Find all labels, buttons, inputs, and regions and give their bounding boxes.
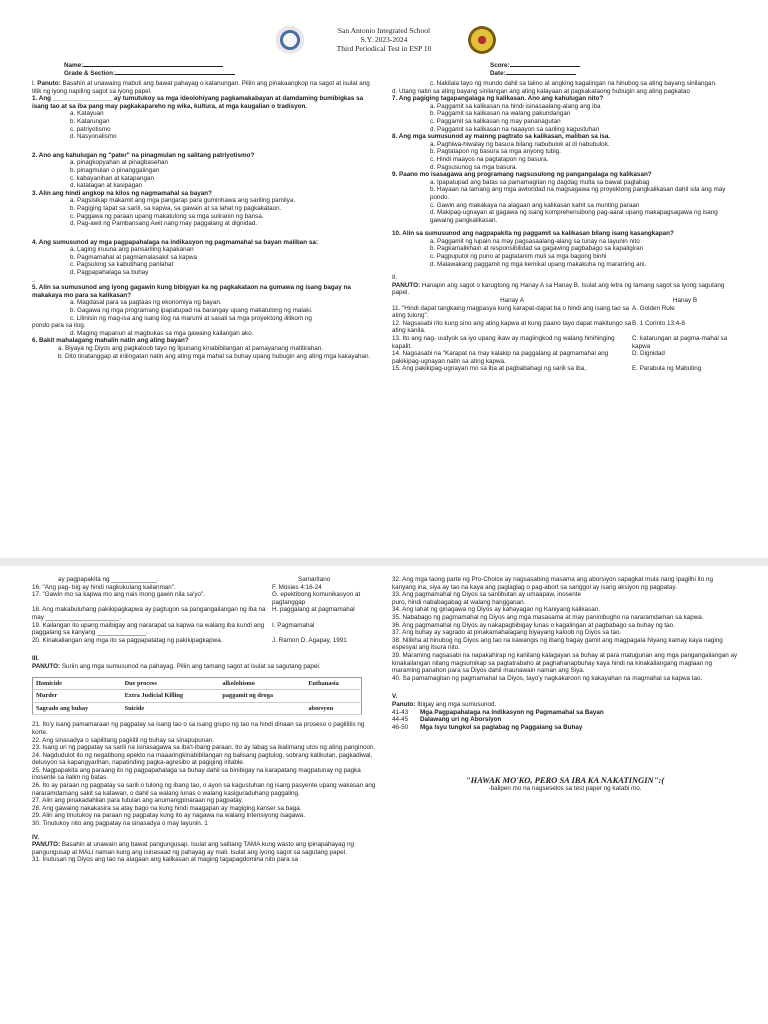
item-22: 22. Ang sinasadya o sapilitang pagkitil ng buhay sa sinapupunan. bbox=[32, 736, 215, 744]
item-29: 29. Alin ang tinutukoy na paraan ng pagpatay kung ito ay nagawa na walang intensiyong isagawa. bbox=[32, 812, 306, 820]
question-10: 10. Alin sa sumusunod ang nagpapakita ng paggamit sa kalikasan bilang isang kasangkapan? bbox=[392, 230, 674, 238]
exam-header bbox=[0, 26, 768, 53]
item-36: 36. Ang pagmamahal ng Diyos ay nakapagbibigay lunas o kagalingan at pagbabago sa buhay ng tao. bbox=[392, 621, 675, 629]
match-row: 12. Nagsasabi rito kung sino ang ating kapwa at kung paano tayo dapat makitungo sa ating kanila. B. 1 Corinto 13:4-8 bbox=[392, 319, 685, 335]
word-box-row: Murder Extra Judicial Killing paggamit ng droga bbox=[33, 690, 362, 703]
part2-title: II. bbox=[392, 274, 398, 282]
question-4: 4. Ang sumusunod ay mga pagpapahalaga na indikasyon ng pagmamahal sa bayan maliban sa: bbox=[32, 238, 319, 246]
date-line[interactable] bbox=[506, 74, 576, 75]
name-field: Name: bbox=[64, 62, 223, 70]
word-box bbox=[32, 677, 362, 716]
q7-option-c: c. Paggamit sa kalikasan ng may pananagutan bbox=[430, 117, 561, 125]
list-item: 46-50 Mga Isyu tungkol sa paglabag ng Paggalang sa Buhay bbox=[392, 723, 583, 731]
part3-instruction: PANUTO: Suriin ang mga sumusunod na pahayag. Piliin ang tamang sagot at isulat sa sagutang papel. bbox=[32, 662, 321, 670]
q1-option-b: b. Katarungan bbox=[70, 117, 110, 125]
match-row: 11. "Hindi dapat tangkaing magpasya kung karapat-dapat ba o hindi ang isang tao sa ating tulong". A. Golden Rule bbox=[392, 304, 675, 320]
q6-option-a: a. Biyaya ng Diyos ang pagkaloob tayo ng lipunang kinabibilangan at pamayanang matitirahan. bbox=[58, 345, 324, 352]
item-39: 39. Maraming nagsasabi na napakahirap ng kanilang kalagayan sa buhay at para matugunan ang mga pangangailangan ay kinakailangan nilang magsumikap sa pagtatrabaho at paghahanapbuhay kaya hindi na kinakailangang maglaan ng maraming panahon para sa Diyos dahil maunawain naman ang Siya. bbox=[392, 651, 738, 675]
list-item: 44-45 Dalawang uri ng Aborsiyon bbox=[392, 716, 502, 724]
q5-option-c: c. Lilinisin ng mag-isa ang isang ilog na marumi at sasali sa mga proyektong ililikom ng bbox=[70, 314, 312, 322]
word-box-row: Sagrado ang buhay Suicide aborsyon bbox=[33, 702, 362, 715]
q6-option-d: d. Utang natin sa ating bayang sinilangan ang ating kalayaan at pagkakataong hubugin ang ating pagkatao bbox=[392, 87, 690, 95]
q5-option-d: d. Maging mapanuri at magbukas sa mga gawaing kailangan ako. bbox=[70, 329, 254, 337]
q5-option-c-cont: pondo para sa ilog. bbox=[32, 322, 86, 330]
test-title: Third Periodical Test in ESP 10 bbox=[336, 44, 432, 53]
q6-option-c: c. Nakilala tayo ng mundo dahil sa talino at angking kagalingan na hinubog sa ating bayang sinilangan. bbox=[430, 80, 717, 87]
match-row: 19. Kailangan ito upang maibigay ang nararapat sa kapwa na walang iba kundi ang paggalang sa kanyang ______________. I. Pagmamahal bbox=[32, 621, 315, 637]
question-3: 3. Alin ang hindi angkop na kilos ng nagmamahal sa bayan? bbox=[32, 189, 212, 197]
q9-option-b: b. Hayaan na lamang ang mga awtoridad na magsagawa ng proyektong pangkalikasan dahil sila ang may pondo. bbox=[430, 186, 726, 201]
item-32: 32. Ang mga taong parte ng Pro-Choice ay nagsasabing masama ang aborsiyon sapagkat mula nang ipagilhi ito ng kanyang ina, siya ay tao na kaya ang paglaglag o pag-abort sa sanggol ay isang aksiyon ng pagpatay. bbox=[392, 576, 713, 591]
match-row: 17. "Gawin mo sa kapwa mo ang nais mong gawin nila sa'yo". G. epektibong komunikasyon at pagtanggap bbox=[32, 591, 361, 606]
question-9: 9. Paano mo isasagawa ang programang nagsusulong ng pangangalaga ng kalikasan? bbox=[392, 171, 652, 179]
item-40: 40. Sa pamamagitan ng pagmamahal sa Diyos, tayo'y nagkakaroon ng kakayahan na magmahal sa kapwa tao. bbox=[392, 674, 703, 682]
part1-instruction: I. Panuto: Basahin at unawaing mabuti ang bawat pahayag o katanungan. Piliin ang pinakaangkop na sagot at isulat ang titik ng iyong napiling sagot sa iyong papel. bbox=[32, 80, 370, 95]
score-line[interactable] bbox=[510, 66, 580, 67]
q8-option-c: c. Hindi maayos na pagtatapon ng basura. bbox=[430, 155, 549, 163]
part5-instruction: Panuto: Ibigay ang mga sumusunod. bbox=[392, 700, 497, 708]
list-item: 41-43 Mga Pagpapahalaga na Indikasyon ng Pagmamahal sa Bayan bbox=[392, 708, 604, 716]
item-31: 31. Inutusan ng Diyos ang tao na alagaan ang kalikasan at maging tagapagdomina nito para sa bbox=[32, 856, 299, 864]
name-line[interactable] bbox=[83, 66, 223, 67]
match-row: 14. Nagsasabi na "Karapat na may kalakip na paggalang at pagmamahal ang pakikipag-ugnayan natin sa ating kapwa. D. Dignidad bbox=[392, 350, 665, 365]
separator-dots: .. bbox=[32, 276, 36, 284]
item-27: 27. Alin ang pinakadahilan para tutulan ang anumangpinaraan ng pagpatay. bbox=[32, 797, 243, 805]
item-35: 35. Nababago ng pagmamahal ng Diyos ang mga masasama at may paninibugho na nararamdaman sa kapwa. bbox=[392, 613, 704, 621]
score-field: Score: bbox=[490, 62, 580, 70]
q3-option-d: d. Pag-awit ng Pambansang Awit nang may paggalang at dignidad. bbox=[70, 220, 258, 228]
hanay-b-header: Hanay B bbox=[672, 297, 698, 305]
question-5: 5. Alin sa sumusunod ang iyong gagawin kung bibigyan ka ng pagkakataon na gumawa ng isang bagay na makakaya mo para sa kalikasan? bbox=[32, 284, 351, 299]
exam-page-2 bbox=[0, 566, 768, 1024]
question-6: 6. Bakit mahalagang mahalin natin ang ating bayan? bbox=[32, 337, 189, 345]
word-box-row: Homicide Due process alkolohismo Euthanasia bbox=[33, 677, 362, 690]
item-24: 24. Nagdudulot ito ng negatibong epekto na maaaringkinabibilangan ng balisang pagtulog, sobrang katikutan, pagkadiwal, delusyon sa kapangyarihan, napatinding pagka-agresibo at pagiging iritable. bbox=[32, 751, 373, 767]
item-34: 34. Ang lahat ng ginagawa ng Diyos ay kahayagan ng Kaniyang kalikasan. bbox=[392, 606, 600, 614]
q7-option-a: a. Paggamit sa kalikasan na hindi isinasaalang-alang ang iba bbox=[430, 102, 601, 110]
q1-option-a: a. Katayuan bbox=[70, 110, 104, 118]
q2-option-d: d. katatagan at kasipagan bbox=[70, 182, 143, 190]
q8-option-b: b. Pagtatapon ng basura sa mga anyong tubig. bbox=[430, 148, 561, 156]
part2-instruction: PANUTO: Hanapin ang sagot o karugtong ng Hanay A sa Hanay B. Isulat ang letra ng tamang sagot sa iyong sagutang papel. bbox=[392, 281, 725, 297]
closing-quote: "HAWAK MO'KO, PERO SA IBA KA NAKATINGIN":( bbox=[465, 775, 665, 786]
match-row: 15. Ang pakikipag-ugnayan mo sa iba at pagbabahagi ng sarili sa iba, E. Parabula ng Mabuting bbox=[392, 365, 702, 373]
item-37: 37. Ang buhay ay sagrado at pinakamahalagang biyayang kaloob ng Diyos sa tao. bbox=[392, 629, 622, 637]
item-33-cont: puro, hindi nababagabag at walang hangganan. bbox=[392, 598, 526, 606]
q3-option-c: c. Paggawa ng paraan upang makatulong sa mga suliranin ng bansa. bbox=[70, 212, 264, 220]
q4-option-a: a. Laging inuuna ang pansariling kapakanan bbox=[70, 246, 194, 254]
date-field: Date: bbox=[490, 70, 576, 78]
match-row: 16. "Ang pag- big ay hindi nagkukulang kailanman". F. Mosies 4:16-24 bbox=[32, 583, 322, 591]
item-33: 33. Ang pagmamahal ng Diyos sa sanlibutan ay umaapaw, inosente bbox=[392, 591, 582, 599]
q1-option-c: c. patriyotismo bbox=[70, 125, 111, 133]
q9-option-c: c. Gawin ang makakaya na alagaan ang kalikasan kahit sa munting paraan bbox=[430, 201, 640, 209]
item-38: 38. Nilikha at hinubog ng Diyos ang tao na kawangis ng ibang bagay gamit ang magpagala Niyang kamay kaya naging espesyal ang itsura nito. bbox=[392, 636, 723, 652]
q2-option-b: b. pinagmulan o pinanggalingan bbox=[70, 166, 160, 174]
q8-option-a: a. Paghiwa-hiwalay ng basura bilang nabubulok at di nabubulok. bbox=[430, 140, 610, 148]
q10-option-b: b. Pagkamalikhain at responsibilidad sa gagawing pagbabago sa kapaligiran bbox=[430, 245, 644, 253]
page-gap bbox=[0, 558, 768, 566]
q3-option-a: a. Pagsisikap makamit ang mga pangarap para guminhawa ang sariling pamilya. bbox=[70, 197, 296, 205]
left-column-1 bbox=[32, 80, 378, 360]
match-row: 18. Ang makabuluhang pakikipagkapwa ay pagtugon sa pangangailangan ng iba na may _____________________. H. paggalang at pagmamahal bbox=[32, 606, 355, 621]
q10-option-a: a. Paggamit ng lupain na may pagsasaalang-alang sa tunay na layunin nito bbox=[430, 237, 640, 245]
q9-option-a: a. Ipapatupad ang batas sa pamamagitan ng dagdag multa sa bawat paglabag bbox=[430, 178, 650, 186]
q7-option-b: b. Paggamit sa kalikasan na walang pakundangan bbox=[430, 110, 571, 118]
part3-title: III. bbox=[32, 655, 39, 663]
question-8: 8. Ang mga sumusunod ay mainng pagtrato sa kalikasan, maliban sa isa. bbox=[392, 133, 611, 141]
q6-option-b: b. Dito tinatanggap at inilingatan natin ang ating mga mahal sa buhay upang hubugin ang ating mga kakayahan. bbox=[58, 352, 371, 360]
closing-quote-sub: -balipen mo na nagseselos sa test paper ng katabi mo. bbox=[488, 784, 642, 792]
hanay-headers bbox=[392, 297, 738, 305]
q5-option-a: a. Magdasal para sa pagtaas ng ekonomiya ng bayan. bbox=[70, 299, 222, 307]
q4-option-b: b. Pagmamahal at pagmamalasakit sa kapwa bbox=[70, 253, 198, 261]
item-25: 25. Nagpapakita ang paraang ito ng pagpapahalaga sa buhay dahil sa binibigay na karapatang magpatunay ng pagka inosente sa ilalim ng batas. bbox=[32, 766, 361, 782]
q2-option-c: c. kabayanihan at katapangan bbox=[70, 174, 155, 182]
match-row: 20. Kinakailangan ang mga ito sa pagpapatatag ng pakikipagkapwa. J. Ramon D. Agapay, 1991 bbox=[32, 636, 347, 644]
part4-instruction: PANUTO: Basahin at unawain ang bawat pangungusap. Isulat ang salitang TAMA kung wasto ang ipinapahayag ng pangungusap at MALI naman kung ang isinasaad ng pahayag ay mali. Isulat ang iyong sagot sa sagutang papel. bbox=[32, 841, 354, 856]
q2-option-a: a. pinagkopyahan at pinagbasehan bbox=[70, 159, 169, 167]
question-1: 1. Ang _________________ ay tumutukoy sa mga ideolohiyang pagkamakabayan at damdaming bumibigkas sa isang tao at sa iba pang may pagkakapareho ng wika, kultura, at mga kaugalian o tradisyon. bbox=[32, 95, 364, 110]
item-28: 28. Ang gawaing nakakasira sa atay bago na kung hindi maagapan ay magiging kanser sa baga. bbox=[32, 804, 302, 812]
q4-option-c: c. Pagsulong sa kabutihang panlahat bbox=[70, 261, 174, 269]
match-row-cont: ay pagpapakita ng _____________. Samaritano bbox=[58, 576, 331, 583]
item-23: 23. Isang uri ng pagpatay sa sarili na isinasagawa sa iba't-ibang paraan. Ito ay labag sa ikalimang utos ng ating panginoon. bbox=[32, 744, 376, 752]
right-column-1 bbox=[392, 80, 738, 373]
grade-field: Grade & Section: bbox=[64, 70, 235, 78]
q7-option-d: d. Paggamit sa kalikasan na naaayon sa sariling kagustuhan bbox=[430, 125, 600, 133]
part4-title: IV. bbox=[32, 833, 40, 841]
hanay-a-header: Hanay A bbox=[500, 297, 524, 305]
part5-title: V. bbox=[392, 693, 398, 701]
school-name: San Antonio Integrated School bbox=[337, 26, 431, 35]
right-column-2 bbox=[392, 576, 738, 792]
q10-option-c: c. Pagpuputol ng puno at pagtatanim muli sa mga bagong binhi bbox=[430, 253, 607, 261]
question-2: 2. Ano ang kahulugan ng "pater" na pinagmulan ng salitang patriyotismo? bbox=[32, 151, 255, 159]
item-30: 30. Tinutukoy nito ang pagpatay na sinasadya o may layunin. 1 bbox=[32, 820, 208, 828]
q9-option-d: d. Makipag-ugnayan at gagawa ng isang komprehensibong pag-aaral upang makapagsagawa ng isang gawaing pangkalikasan. bbox=[430, 209, 718, 224]
grade-line[interactable] bbox=[115, 74, 235, 75]
left-column-2 bbox=[32, 576, 378, 864]
item-21: 21. Ito'y isang pamamaraan ng pagpatay sa isang tao o sa isang grupo ng tao na hindi dinaan sa proseso o paglilitis ng korte. bbox=[32, 721, 365, 736]
q5-option-b: b. Gagawa ng mga programang ipapatupad na barangay upang makatulong ng malaki. bbox=[70, 307, 313, 315]
q4-option-d: d. Pagpapahalaga sa buhay bbox=[70, 269, 149, 277]
item-26: 26. Ito ay paraan ng pagpatay sa sarili o tulong ng ibang tao, o ayon sa kagustuhan ng isang pasyente upang wakasan ang nararamdamang sakit sa katawan, o dahil sa walang lunas o walang kasiguraduhang paggaling. bbox=[32, 782, 376, 797]
match-row: 13. Ito ang nag- uudyok sa iyo upang ikaw ay magiingkod ng walang hinihinging kapalit. C. katarungan at pagma-mahal sa kapwa bbox=[392, 335, 728, 350]
school-year: S.Y. 2023-2024 bbox=[360, 35, 408, 44]
q1-option-d: d. Nasyonalismo bbox=[70, 133, 117, 141]
question-7: 7. Ang pagiging tagapangalaga ng kalikasan. Ano ang kahulugan nito? bbox=[392, 95, 604, 103]
q10-option-d: d. Malawakang paggamit ng mga kemikal upang makakuha ng maraming ani. bbox=[430, 260, 647, 268]
q8-option-d: d. Pagsusunog sa mga basura. bbox=[430, 163, 518, 171]
q3-option-b: b. Pagiging tapat sa sarili, sa kapwa, sa gawain at sa lahat ng pagkakataon. bbox=[70, 204, 282, 212]
